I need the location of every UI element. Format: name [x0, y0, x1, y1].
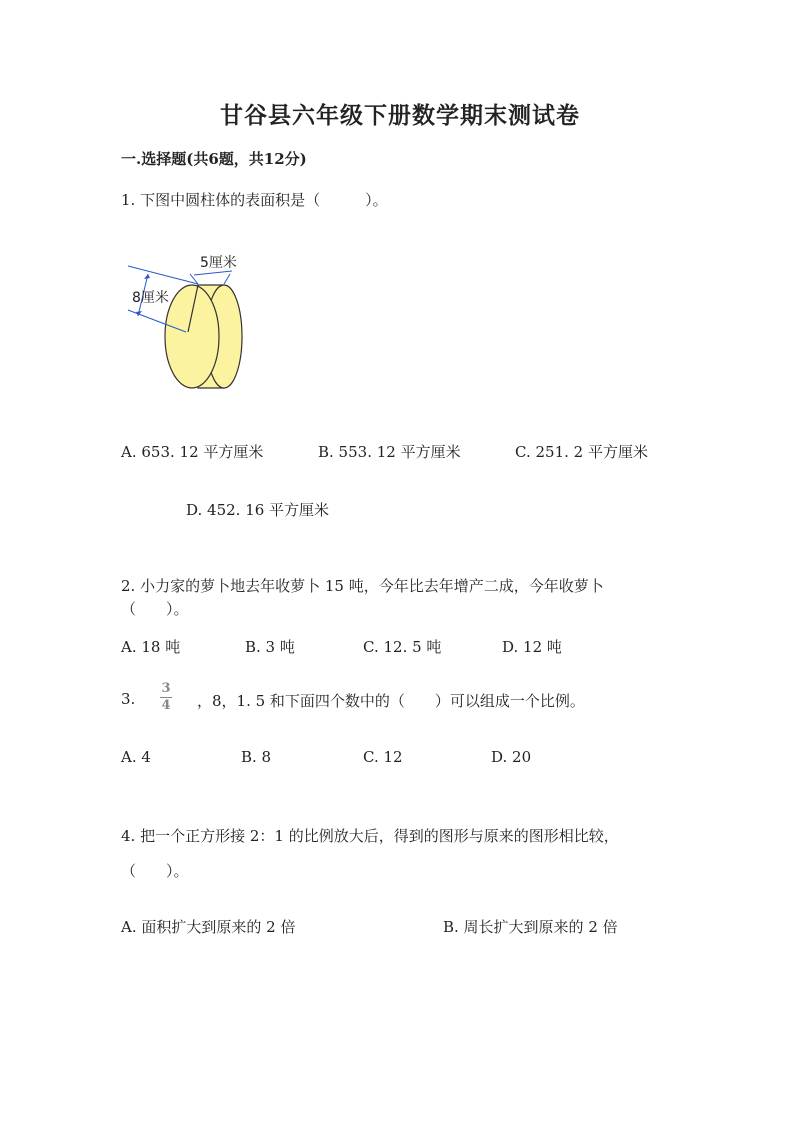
- question-4-option-b[interactable]: B. 周长扩大到原来的 2 倍: [443, 918, 618, 936]
- fraction-numerator: 3: [161, 681, 171, 696]
- question-3-option-b[interactable]: B. 8: [241, 748, 272, 766]
- question-1-option-b[interactable]: B. 553. 12 平方厘米: [318, 443, 461, 461]
- fraction-three-quarters: [160, 682, 172, 713]
- cylinder-front-face: [165, 285, 219, 388]
- question-4-stem-line2: （ ）。: [121, 862, 189, 880]
- question-2-option-a[interactable]: A. 18 吨: [121, 638, 181, 656]
- question-1-stem: 1. 下图中圆柱体的表面积是（ ）。: [121, 191, 388, 209]
- question-3-number: 3.: [121, 690, 136, 708]
- label-diameter: 8厘米: [132, 290, 169, 306]
- question-2-option-d[interactable]: D. 12 吨: [502, 638, 562, 656]
- question-2-stem-line2: （ ）。: [121, 600, 189, 618]
- arrow-head-top-icon: [144, 274, 150, 279]
- question-2-option-c[interactable]: C. 12. 5 吨: [363, 638, 442, 656]
- cylinder-figure: [120, 248, 260, 398]
- top-extension-right: [224, 274, 230, 284]
- question-3-stem: ，8，1. 5 和下面四个数中的（ ）可以组成一个比例。: [197, 692, 585, 710]
- question-1-option-c[interactable]: C. 251. 2 平方厘米: [515, 443, 648, 461]
- section-heading: 一.选择题(共6题，共12分): [121, 150, 307, 168]
- question-2-option-b[interactable]: B. 3 吨: [245, 638, 295, 656]
- question-1-option-d[interactable]: D. 452. 16 平方厘米: [186, 501, 330, 519]
- question-3-option-d[interactable]: D. 20: [491, 748, 532, 766]
- question-4-option-a[interactable]: A. 面积扩大到原来的 2 倍: [121, 918, 296, 936]
- top-dimension-arrow: [194, 271, 232, 275]
- fraction-denominator: 4: [161, 698, 171, 713]
- question-3-option-a[interactable]: A. 4: [121, 748, 151, 766]
- dimension-extension-top: [128, 266, 198, 284]
- question-1-option-a[interactable]: A. 653. 12 平方厘米: [121, 443, 264, 461]
- question-3-option-c[interactable]: C. 12: [363, 748, 403, 766]
- page-title: 甘谷县六年级下册数学期末测试卷: [220, 102, 580, 129]
- question-2-stem-line1: 2. 小力家的萝卜地去年收萝卜 15 吨，今年比去年增产二成，今年收萝卜: [121, 577, 604, 595]
- question-4-stem-line1: 4. 把一个正方形接 2：1 的比例放大后，得到的图形与原来的图形相比较，: [121, 827, 619, 845]
- label-thickness: 5厘米: [200, 255, 237, 271]
